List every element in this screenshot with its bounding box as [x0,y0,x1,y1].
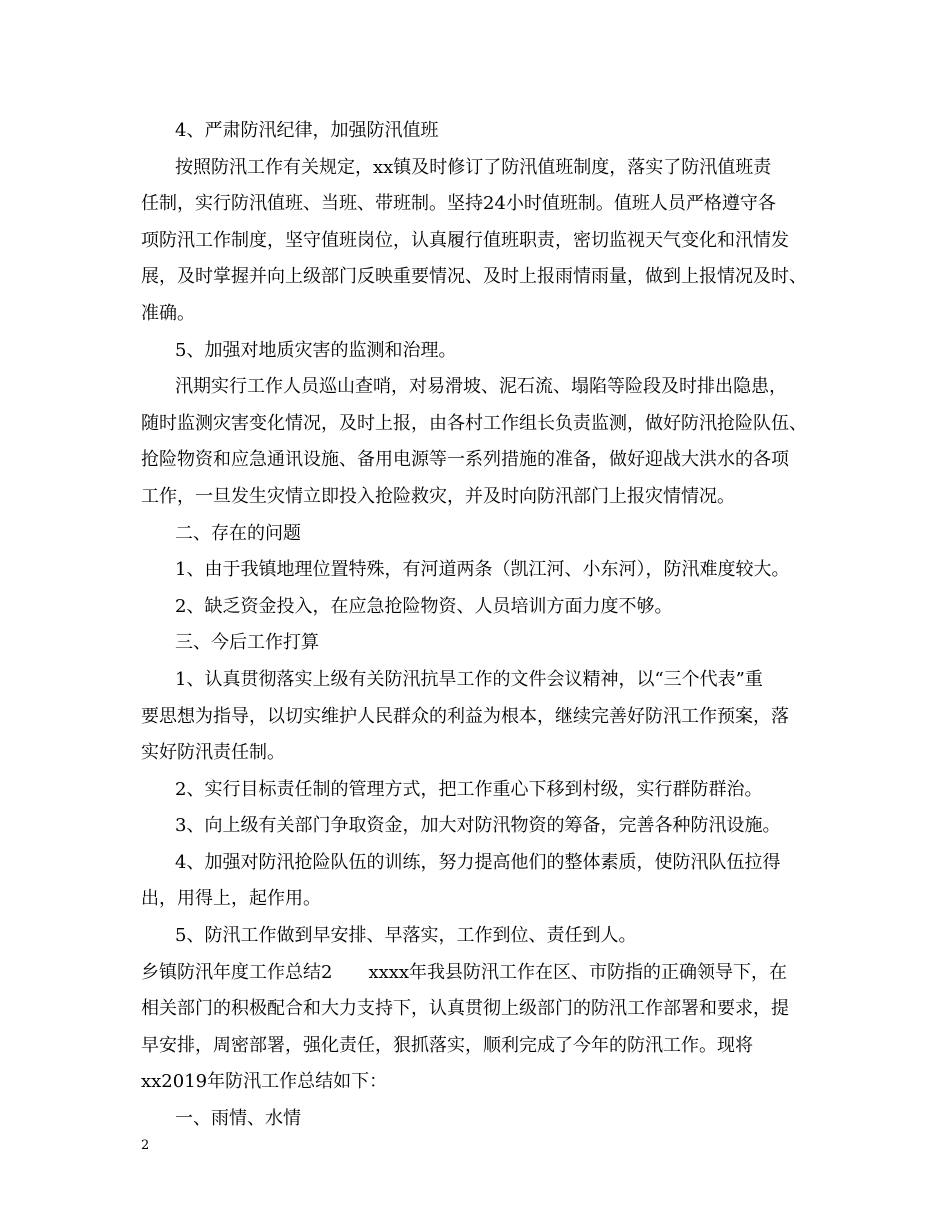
paragraph-line: 相关部门的积极配合和大力支持下，认真贯彻上级部门的防汛工作部署和要求，提 [141,998,789,1020]
section-heading-plans: 三、今后工作打算 [175,632,319,654]
paragraph-line: 汛期实行工作人员巡山查哨，对易滑坡、泥石流、塌陷等险段及时排出隐患， [175,376,787,398]
document-body [141,113,831,1138]
paragraph-line: 实好防汛责任制。 [141,742,285,764]
list-item: 3、向上级有关部门争取资金，加大对防汛物资的筹备，完善各种防汛设施。 [175,815,781,837]
list-item: 1、由于我镇地理位置特殊，有河道两条（凯江河、小东河），防汛难度较大。 [175,559,790,581]
paragraph-line: xx2019年防汛工作总结如下： [141,1071,388,1093]
page-number: 2 [141,1138,150,1153]
paragraph-line: 抢险物资和应急通讯设施、备用电源等一系列措施的准备，做好迎战大洪水的各项 [141,449,789,471]
paragraph-line: 任制，实行防汛值班、当班、带班制。坚持24小时值班制。值班人员严格遵守各 [141,193,776,215]
list-item: 5、防汛工作做到早安排、早落实，工作到位、责任到人。 [175,925,637,947]
paragraph-line: 项防汛工作制度，坚守值班岗位，认真履行值班职责，密切监视天气变化和汛情发 [141,229,789,251]
paragraph-line: 按照防汛工作有关规定，xx镇及时修订了防汛值班制度，落实了防汛值班责 [175,156,772,178]
paragraph-line: 准确。 [141,302,195,324]
paragraph-line: 工作，一旦发生灾情立即投入抢险救灾，并及时向防汛部门上报灾情情况。 [141,485,735,507]
list-item: 2、缺乏资金投入，在应急抢险物资、人员培训方面力度不够。 [175,595,673,617]
paragraph-line: 随时监测灾害变化情况，及时上报，由各村工作组长负责监测，做好防汛抢险队伍、 [141,412,807,434]
list-item: 2、实行目标责任制的管理方式，把工作重心下移到村级，实行群防群治。 [175,778,763,800]
summary-title-line: 乡镇防汛年度工作总结2 xxxx年我县防汛工作在区、市防指的正确领导下，在 [141,961,788,983]
paragraph-line: 早安排，周密部署，强化责任，狠抓落实，顺利完成了今年的防汛工作。现将 [141,1034,753,1056]
section-heading-problems: 二、存在的问题 [175,522,301,544]
heading-5: 5、加强对地质灾害的监测和治理。 [175,339,457,361]
paragraph-line: 要思想为指导，以切实维护人民群众的利益为根本，继续完善好防汛工作预案，落 [141,705,789,727]
paragraph-line: 出，用得上，起作用。 [141,888,321,910]
paragraph-line: 展，及时掌握并向上级部门反映重要情况、及时上报雨情雨量，做到上报情况及时、 [141,266,807,288]
section-heading-rain-water: 一、雨情、水情 [175,1108,301,1130]
list-item: 4、加强对防汛抢险队伍的训练，努力提高他们的整体素质，使防汛队伍拉得 [175,851,781,873]
heading-4: 4、严肃防汛纪律，加强防汛值班 [175,120,439,141]
list-item: 1、认真贯彻落实上级有关防汛抗旱工作的文件会议精神，以“三个代表”重 [175,668,763,690]
